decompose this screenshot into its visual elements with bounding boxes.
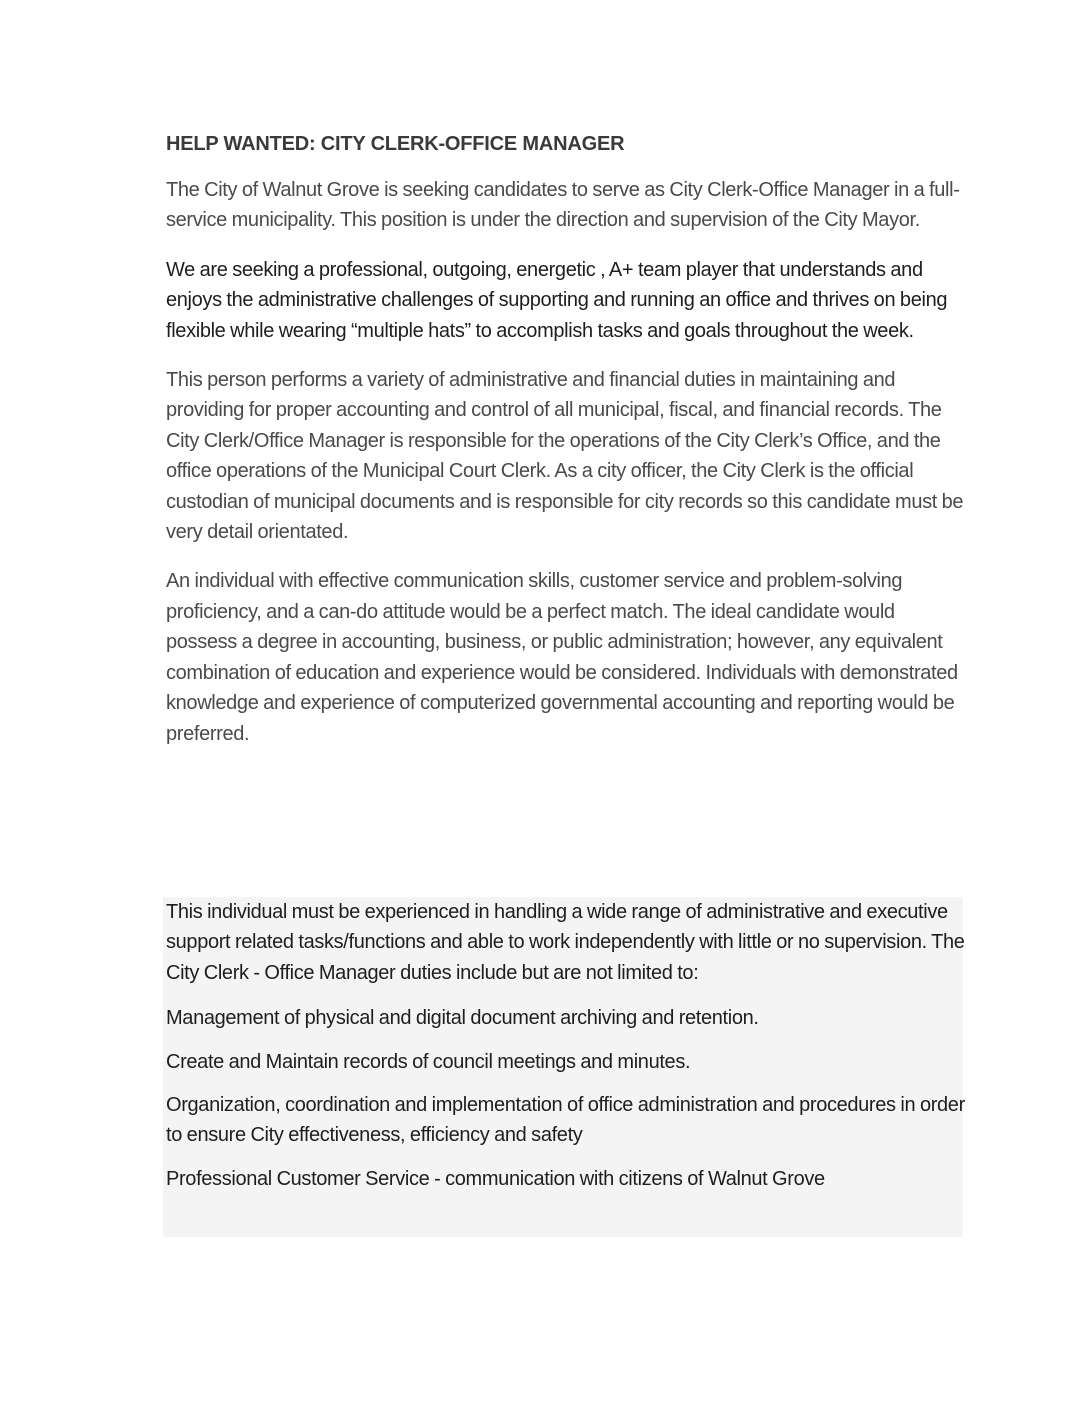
duties-intro: This individual must be experienced in handling a wide range of administrative and executive support related tasks/functions and able to work independently with little or no supervision. The City Clerk - Office Manager duties include but are not limited to: bbox=[166, 901, 965, 984]
responsibilities-paragraph: This person performs a variety of administrative and financial duties in maintaining and providing for proper accounting and control of all municipal, fiscal, and financial records. The City Clerk/Office Manager is responsible for the operations of the City Clerk’s Office, and the office operations of the Municipal Court Clerk. As a city officer, the City Clerk is the official custodian of municipal documents and is responsible for city records so this candidate must be very detail orientated. bbox=[166, 369, 964, 544]
candidate-profile-paragraph: We are seeking a professional, outgoing, energetic , A+ team player that understands and enjoys the administrative challenges of supporting and running an office and thrives on being flexible while wearing “multiple hats” to accomplish tasks and goals throughout the week. bbox=[166, 258, 948, 342]
duties-section bbox=[166, 897, 966, 1207]
qualifications-paragraph: An individual with effective communication skills, customer service and problem-solving proficiency, and a can-do attitude would be a perfect match. The ideal candidate would possess a degree in accounting, business, or public administration; however, any equivalent combination of education and experience would be considered. Individuals with demonstrated knowledge and experience of computerized governmental accounting and reporting would be preferred. bbox=[166, 570, 958, 745]
page-title: HELP WANTED: CITY CLERK-OFFICE MANAGER bbox=[166, 133, 625, 155]
duty-item: Create and Maintain records of council meetings and minutes. bbox=[166, 1050, 691, 1073]
duty-item: Professional Customer Service - communication with citizens of Walnut Grove bbox=[166, 1167, 825, 1190]
duty-item: Organization, coordination and implementation of office administration and procedures in order to ensure City effectiveness, efficiency and safety bbox=[166, 1094, 965, 1147]
job-posting bbox=[166, 130, 966, 768]
duty-item: Management of physical and digital document archiving and retention. bbox=[166, 1007, 759, 1030]
intro-paragraph: The City of Walnut Grove is seeking candidates to serve as City Clerk-Office Manager in a full-service municipality. This position is under the direction and supervision of the City Mayor. bbox=[166, 179, 960, 232]
